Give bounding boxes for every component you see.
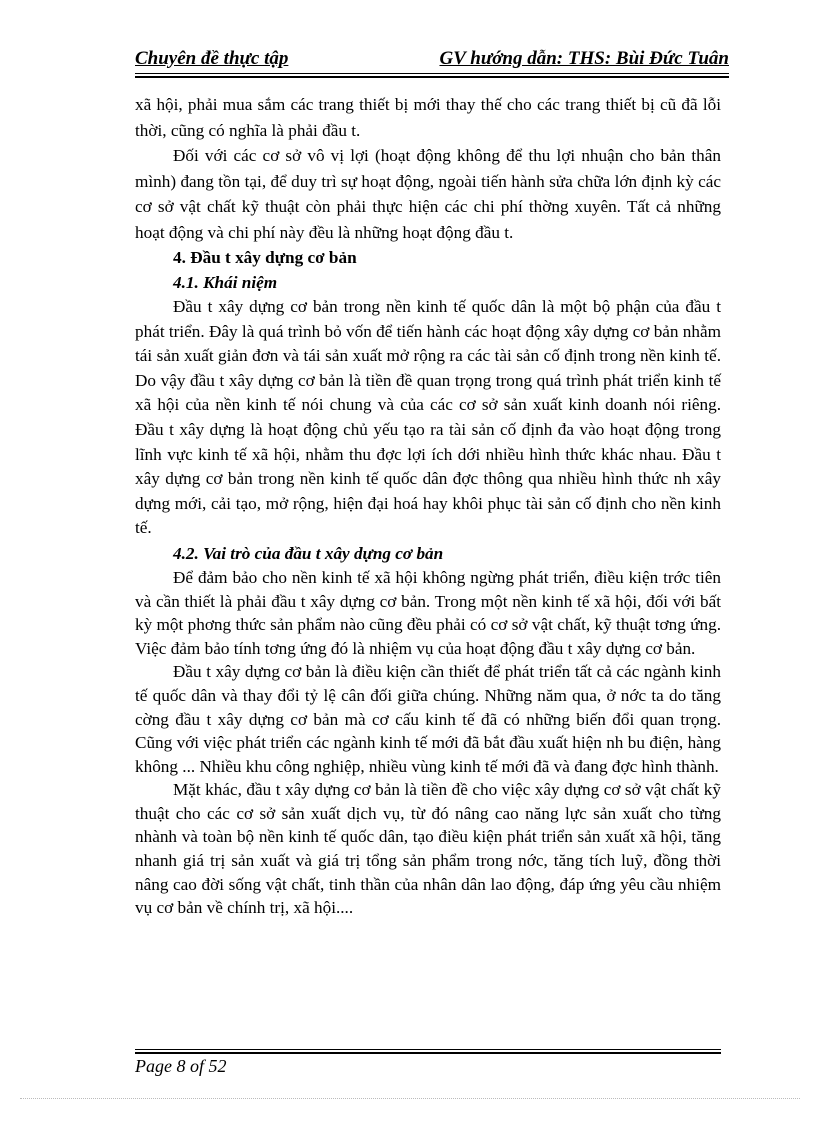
- header-right-advisor: GV hướng dẫn: THS: Bùi Đức Tuân: [439, 48, 729, 69]
- paragraph: Đối với các cơ sở vô vị lợi (hoạt động không để thu lợi nhuận cho bản thân mình) đang tồn tại, để duy trì sự hoạt động, ngoài tiến hành sửa chữa lớn định kỳ các cơ sở vật chất kỹ thuật còn phải thực hiện các chi phí thờng xuyên. Tất cả những hoạt động và chi phí này đều là những hoạt động đầu t.: [135, 146, 721, 242]
- subsection-heading: 4.2. Vai trò của đầu t xây dựng cơ bản: [173, 543, 444, 563]
- paragraph: Để đảm bảo cho nền kinh tế xã hội không ngừng phát triển, điều kiện trớc tiên và cần thiết là phải đầu t xây dựng cơ bản. Trong một nền kinh tế xã hội, đối với bất kỳ một phơng thức sản phẩm nào cũng đều phải có cơ sở vật chất, kỹ thuật tơng ứng. Việc đảm bảo tính tơng ứng đó là nhiệm vụ của hoạt động đầu t xây dựng cơ bản.: [135, 567, 721, 658]
- section-heading: 4. Đầu t xây dựng cơ bản: [173, 248, 357, 267]
- page-edge-divider: [20, 1098, 800, 1099]
- subsection-heading: 4.1. Khái niệm: [173, 273, 278, 292]
- page-number: Page 8 of 52: [135, 1056, 227, 1076]
- page-body: [135, 92, 721, 920]
- section-concept: [135, 295, 721, 541]
- page-header: [135, 46, 729, 74]
- paragraph: Đầu t xây dựng cơ bản trong nền kinh tế quốc dân là một bộ phận của đầu t phát triển. Đây là quá trình bỏ vốn để tiến hành các hoạt động xây dựng cơ bản nhằm tái sản xuất giản đơn và tái sản xuất mở rộng ra các tài sản cố định trong nền kinh tế. Do vậy đầu t xây dựng cơ bản là tiền đề quan trọng trong quá trình phát triển kinh tế xã hội của nền kinh tế nói chung và của các cơ sở sản xuất kinh doanh nói riêng. Đầu t xây dựng là hoạt động chủ yếu tạo ra tài sản cố định đa vào hoạt động trong lĩnh vực kinh tế xã hội, nhằm thu đợc lợi ích dới nhiều hình thức khác nhau. Đầu t xây dựng cơ bản trong nền kinh tế quốc dân đợc thông qua nhiều hình thức nh xây dựng mới, cải tạo, mở rộng, hiện đại hoá hay khôi phục tài sản cố định cho nền kinh tế.: [135, 297, 721, 538]
- footer-divider-thick: [135, 1052, 721, 1054]
- paragraph: xã hội, phải mua sắm các trang thiết bị mới thay thế cho các trang thiết bị cũ đã lỗi thời, cũng có nghĩa là phải đầu t.: [135, 95, 721, 140]
- header-left-title: Chuyên đề thực tập: [135, 48, 289, 69]
- section-intro: [135, 92, 721, 245]
- footer-divider: [135, 1049, 721, 1050]
- paragraph: Mặt khác, đầu t xây dựng cơ bản là tiền đề cho việc xây dựng cơ sở vật chất kỹ thuật cho các cơ sở sản xuất dịch vụ, từ đó nâng cao năng lực sản xuất cho từng nhành và toàn bộ nền kinh tế quốc dân, tạo điều kiện phát triển sản xuất xã hội, tăng nhanh giá trị sản xuất và giá trị tổng sản phẩm trong nớc, tăng tích luỹ, đồng thời nâng cao đời sống vật chất, tinh thần của nhân dân lao động, đáp ứng yêu cầu nhiệm vụ cơ bản về chính trị, xã hội....: [135, 780, 721, 918]
- header-divider: [135, 73, 729, 74]
- section-role: [135, 566, 721, 920]
- paragraph: Đầu t xây dựng cơ bản là điều kiện cần thiết để phát triển tất cả các ngành kinh tế quốc dân và thay đổi tỷ lệ cân đối giữa chúng. Những năm qua, ở nớc ta do tăng cờng đầu t xây dựng cơ bản mà cơ cấu kinh tế đã có những biến đổi quan trọng. Cũng với việc phát triển các ngành kinh tế mới đã bắt đầu xuất hiện nh bu điện, hàng không ... Nhiều khu công nghiệp, nhiều vùng kinh tế mới đã và đang đợc hình thành.: [135, 662, 721, 776]
- header-divider-thick: [135, 76, 729, 78]
